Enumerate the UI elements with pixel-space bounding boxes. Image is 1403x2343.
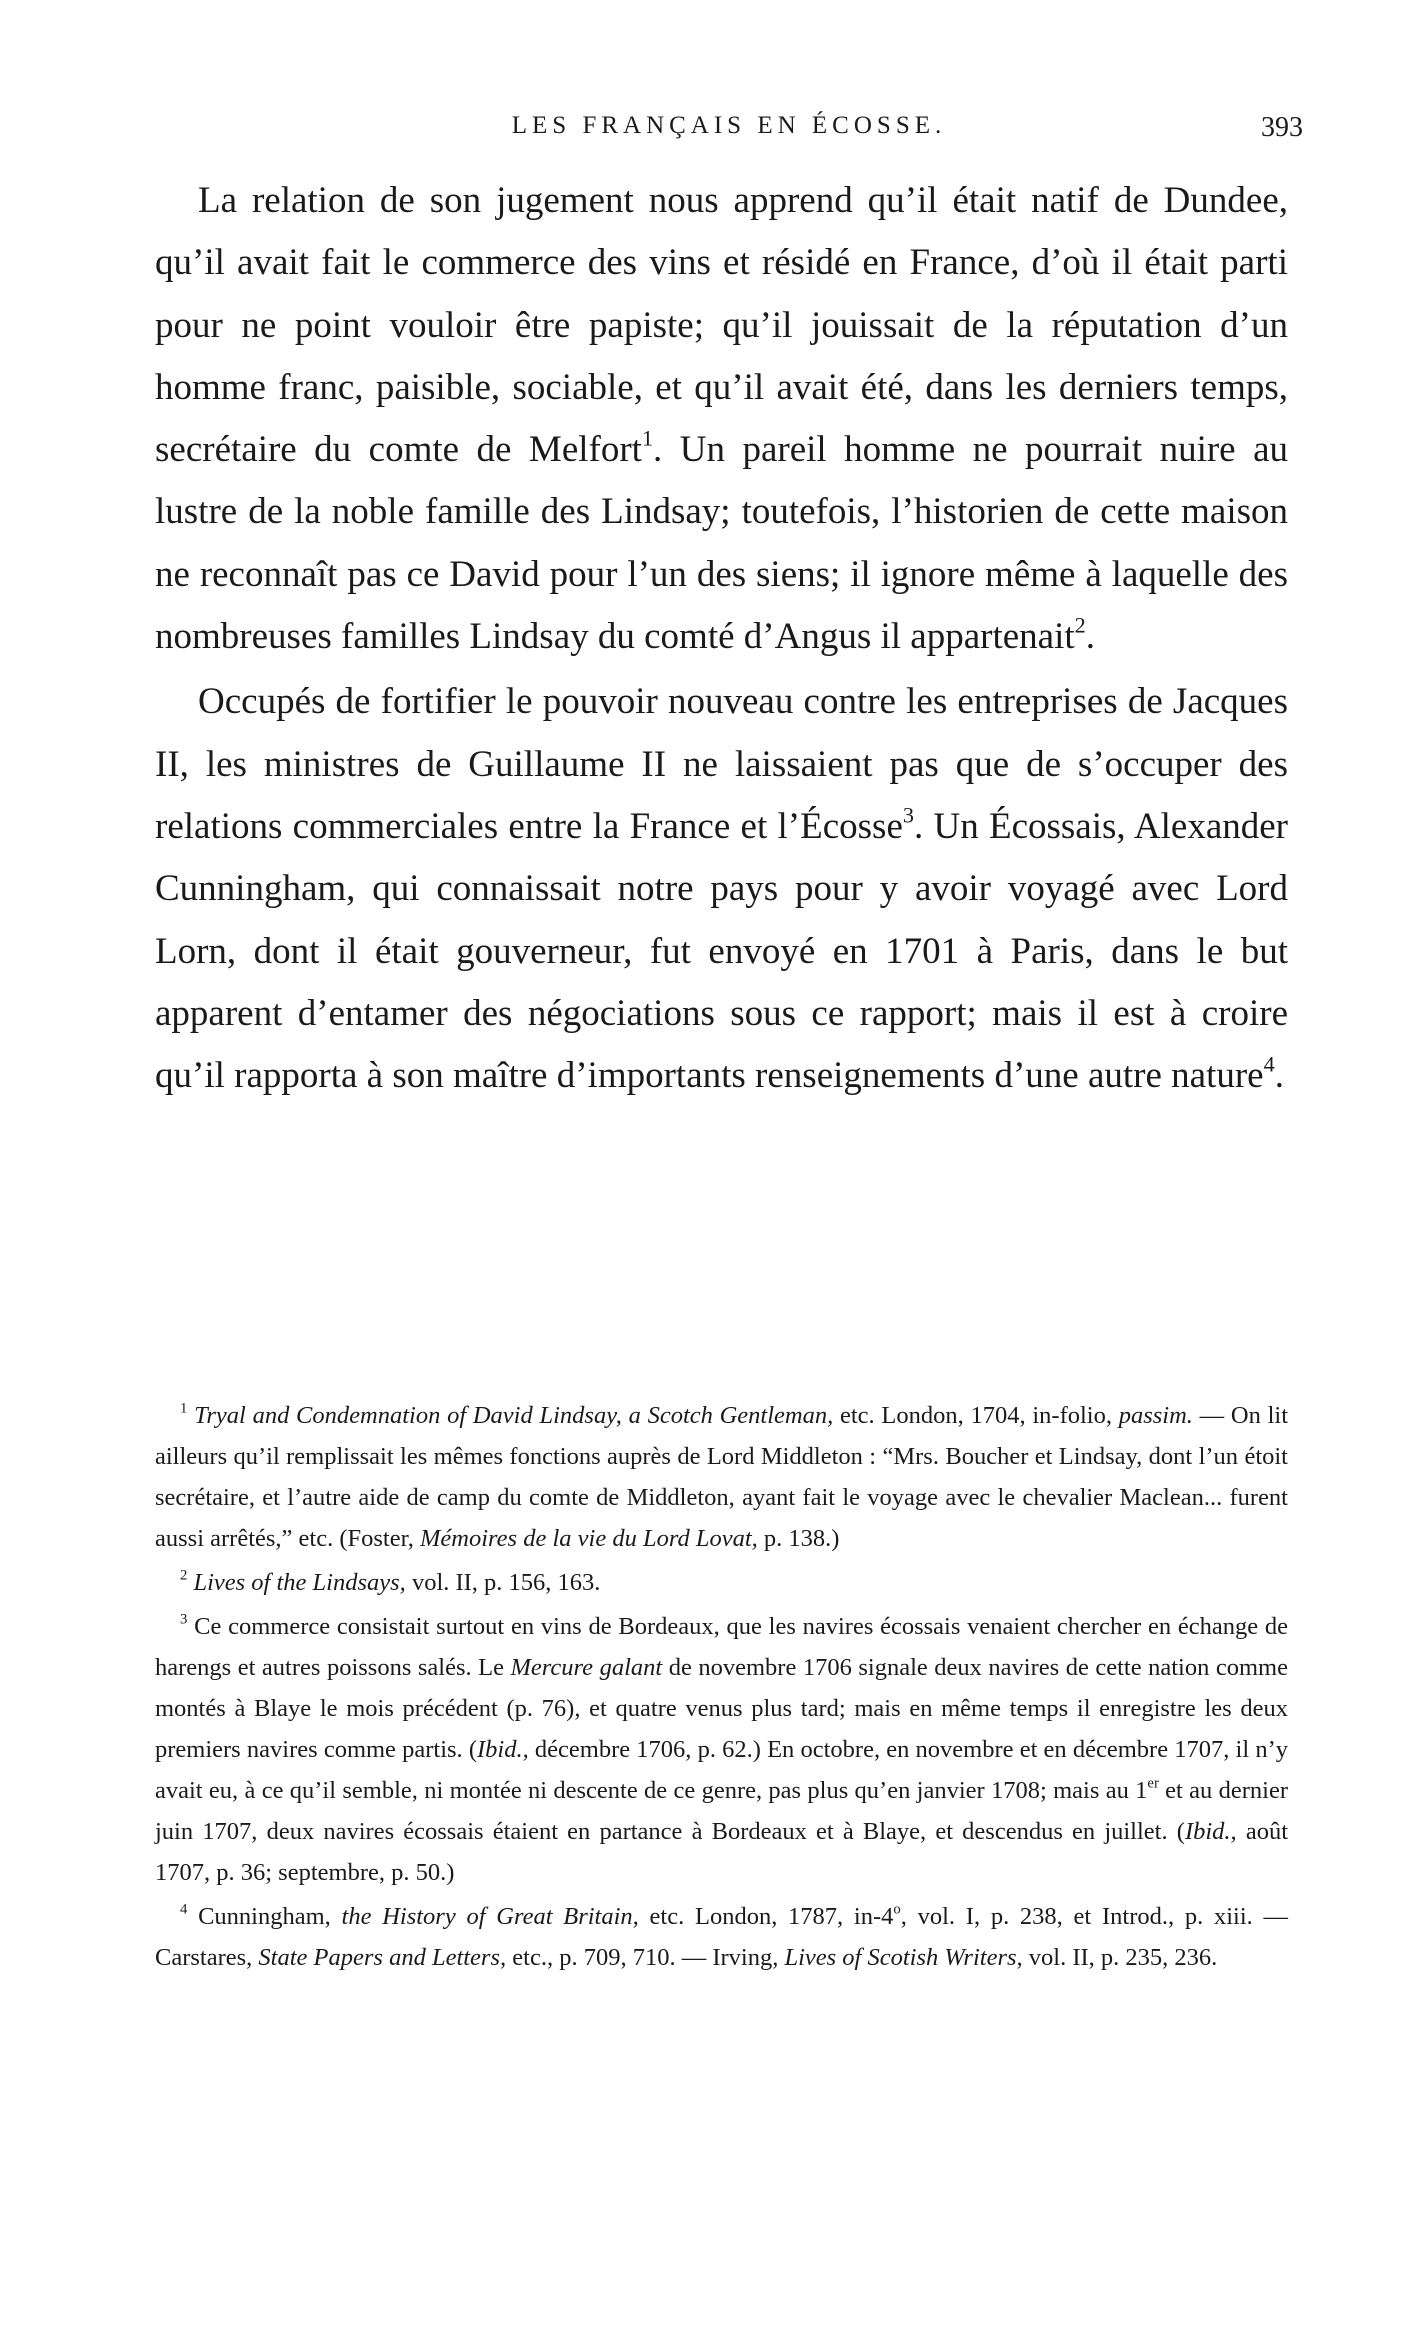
footnotes (155, 1395, 1288, 1978)
footnote-number: 1 (180, 1400, 188, 1417)
footnote-ref: 1 (641, 425, 654, 451)
body-paragraph: Occupés de fortifier le pouvoir nouveau contre les entreprises de Jacques II, les ministres de Guillaume II ne laissaient pas que de s’occuper des relations commerciales entre la France et l’Écosse$^3$. Un Écossais, Alexander Cunningham, qui connaissait notre pays pour y avoir voyagé avec Lord Lorn, dont il était gouverneur, fut envoyé en 1701 à Paris, dans le but apparent d’entamer des négociations sous ce rapport; mais il est à croire qu’il rapporta à son maître d’importants renseignements d’une autre nature$^4$. (155, 681, 1288, 1097)
footnote: $^2$ Lives of the Lindsays, vol. II, p. 156, 163. (180, 1567, 601, 1596)
footnote-ref: 4 (1263, 1051, 1275, 1077)
main-text (155, 170, 1288, 1107)
footnote-ref: 3 (902, 802, 914, 828)
running-head (155, 112, 1303, 152)
footnote-number: 3 (180, 1611, 188, 1628)
page-number: 393 (1261, 112, 1303, 143)
footnote-ref: 2 (1074, 612, 1086, 638)
body-paragraph: La relation de son jugement nous apprend qu’il était natif de Dundee, qu’il avait fait le commerce des vins et résidé en France, d’où il était parti pour ne point vouloir être papiste; qu’il jouissait de la réputation d’un homme franc, paisible, sociable, et qu’il avait été, dans les derniers temps, secrétaire du comte de Melfort$^1$. Un pareil homme ne pourrait nuire au lustre de la noble famille des Lindsay; toutefois, l’historien de cette maison ne reconnaît pas ce David pour l’un des siens; il ignore même à laquelle des nombreuses familles Lindsay du comté d’Angus il appartenait$^2$. (155, 180, 1288, 658)
footnote-number: 4 (180, 1901, 188, 1918)
footnote: $^1$ Tryal and Condemnation of David Lindsay, a Scotch Gentleman, etc. London, 1704, in-folio, passim. — On lit ailleurs qu’il remplissait les mêmes fonctions auprès de Lord Middleton : “Mrs. Boucher et Lindsay, dont l’un étoit secrétaire, et l’autre aide de camp du comte de Middleton, ayant fait le voyage avec le chevalier Maclean... furent aussi arrêtés,” etc. (Foster, Mémoires de la vie du Lord Lovat, p. 138.) (155, 1400, 1289, 1552)
running-head-title: LES FRANÇAIS EN ÉCOSSE. (511, 112, 947, 139)
footnote-number: 2 (180, 1567, 188, 1584)
footnote: $^4$ Cunningham, the History of Great Britain, etc. London, 1787, in-4$^o$, vol. I, p. 238, et Introd., p. xiii. — Carstares, State Papers and Letters, etc., p. 709, 710. — Irving, Lives of Scotish Writers, vol. II, p. 235, 236. (155, 1901, 1288, 1971)
footnote: $^3$ Ce commerce consistait surtout en vins de Bordeaux, que les navires écossais venaient chercher en échange de harengs et autres poissons salés. Le Mercure galant de novembre 1706 signale deux navires de cette nation comme montés à Blaye le mois précédent (p. 76), et quatre venus plus tard; mais en même temps il enregistre les deux premiers navires comme partis. (Ibid., décembre 1706, p. 62.) En octobre, en novembre et en décembre 1707, il n’y avait eu, à ce qu’il semble, ni montée ni descente de ce genre, pas plus qu’en janvier 1708; mais au 1er et au dernier juin 1707, deux navires écossais étaient en partance à Bordeaux et à Blaye, et descendus en juillet. (Ibid., août 1707, p. 36; septembre, p. 50.) (155, 1611, 1289, 1886)
